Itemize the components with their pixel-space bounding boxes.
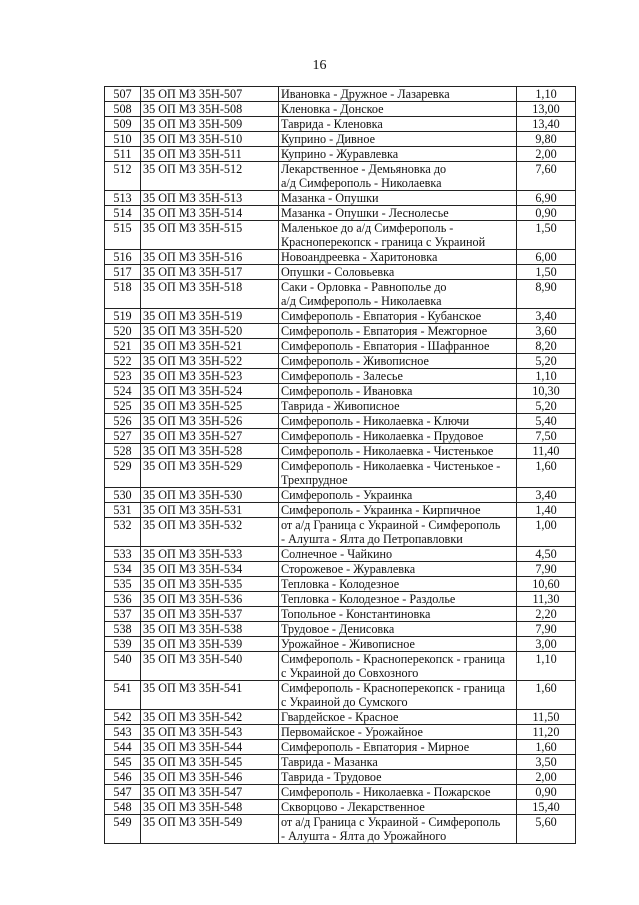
road-name-line: Симферополь - Евпатория - Шафранное bbox=[281, 339, 490, 353]
row-number-cell: 515 bbox=[105, 221, 141, 250]
row-number-cell: 508 bbox=[105, 102, 141, 117]
road-length-cell: 1,50 bbox=[517, 265, 576, 280]
row-number-cell: 529 bbox=[105, 459, 141, 488]
row-number-cell: 536 bbox=[105, 592, 141, 607]
row-number-cell: 544 bbox=[105, 740, 141, 755]
road-name-cell bbox=[279, 147, 517, 162]
road-code-cell: 35 ОП МЗ 35Н-526 bbox=[141, 414, 279, 429]
table-row bbox=[105, 755, 576, 770]
road-code-cell: 35 ОП МЗ 35Н-546 bbox=[141, 770, 279, 785]
page-number: 16 bbox=[312, 58, 327, 73]
road-name-cell bbox=[279, 102, 517, 117]
row-number-cell: 514 bbox=[105, 206, 141, 221]
road-name-line: Симферополь - Евпатория - Кубанское bbox=[281, 309, 482, 323]
table-row bbox=[105, 592, 576, 607]
road-name-line: Топольное - Константиновка bbox=[281, 607, 431, 621]
table-row bbox=[105, 681, 576, 710]
road-name-line: Лекарственное - Демьяновка до bbox=[281, 162, 447, 176]
road-name-cell bbox=[279, 384, 517, 399]
road-name-line: Кленовка - Донское bbox=[281, 102, 384, 116]
road-code-cell: 35 ОП МЗ 35Н-520 bbox=[141, 324, 279, 339]
road-length-cell: 7,60 bbox=[517, 162, 576, 191]
road-length-cell: 0,90 bbox=[517, 206, 576, 221]
road-name-cell bbox=[279, 652, 517, 681]
road-name-cell bbox=[279, 117, 517, 132]
road-length-cell: 7,50 bbox=[517, 429, 576, 444]
road-name-line: Симферополь - Николаевка - Ключи bbox=[281, 414, 470, 428]
table-row bbox=[105, 637, 576, 652]
row-number-cell: 545 bbox=[105, 755, 141, 770]
road-code-cell: 35 ОП МЗ 35Н-533 bbox=[141, 547, 279, 562]
road-code-cell: 35 ОП МЗ 35Н-545 bbox=[141, 755, 279, 770]
road-name-line: Новоандреевка - Харитоновка bbox=[281, 250, 438, 264]
table-row bbox=[105, 399, 576, 414]
road-code-cell: 35 ОП МЗ 35Н-523 bbox=[141, 369, 279, 384]
road-name-cell bbox=[279, 162, 517, 191]
row-number-cell: 512 bbox=[105, 162, 141, 191]
table-row bbox=[105, 414, 576, 429]
road-length-cell: 3,40 bbox=[517, 309, 576, 324]
road-name-line: Ивановка - Дружное - Лазаревка bbox=[281, 87, 450, 101]
road-length-cell: 5,20 bbox=[517, 354, 576, 369]
road-name-line: Трехпрудное bbox=[281, 473, 348, 487]
road-length-cell: 8,90 bbox=[517, 280, 576, 309]
row-number-cell: 549 bbox=[105, 815, 141, 844]
road-length-cell: 5,40 bbox=[517, 414, 576, 429]
road-name-cell bbox=[279, 503, 517, 518]
table-row bbox=[105, 577, 576, 592]
road-code-cell: 35 ОП МЗ 35Н-525 bbox=[141, 399, 279, 414]
road-name-cell bbox=[279, 518, 517, 547]
road-name-line: Гвардейское - Красное bbox=[281, 710, 399, 724]
road-name-line: Таврида - Живописное bbox=[281, 399, 400, 413]
road-name-line: Мазанка - Опушки bbox=[281, 191, 379, 205]
table-row bbox=[105, 280, 576, 309]
row-number-cell: 530 bbox=[105, 488, 141, 503]
road-name-line: Симферополь - Живописное bbox=[281, 354, 429, 368]
road-length-cell: 8,20 bbox=[517, 339, 576, 354]
road-length-cell: 3,40 bbox=[517, 488, 576, 503]
row-number-cell: 525 bbox=[105, 399, 141, 414]
road-name-line: Опушки - Соловьевка bbox=[281, 265, 395, 279]
row-number-cell: 533 bbox=[105, 547, 141, 562]
road-name-cell bbox=[279, 309, 517, 324]
road-name-line: Тепловка - Колодезное bbox=[281, 577, 400, 591]
road-code-cell: 35 ОП МЗ 35Н-514 bbox=[141, 206, 279, 221]
road-name-line: - Алушта - Ялта до Урожайного bbox=[281, 829, 447, 843]
road-name-cell bbox=[279, 755, 517, 770]
row-number-cell: 523 bbox=[105, 369, 141, 384]
road-length-cell: 2,00 bbox=[517, 147, 576, 162]
road-name-line: Куприно - Журавлевка bbox=[281, 147, 399, 161]
table-row bbox=[105, 369, 576, 384]
row-number-cell: 542 bbox=[105, 710, 141, 725]
road-name-cell bbox=[279, 577, 517, 592]
road-length-cell: 1,40 bbox=[517, 503, 576, 518]
road-name-cell bbox=[279, 221, 517, 250]
road-length-cell: 10,30 bbox=[517, 384, 576, 399]
table-row bbox=[105, 339, 576, 354]
row-number-cell: 520 bbox=[105, 324, 141, 339]
roads-table bbox=[104, 86, 576, 844]
road-code-cell: 35 ОП МЗ 35Н-510 bbox=[141, 132, 279, 147]
road-length-cell: 11,30 bbox=[517, 592, 576, 607]
table-row bbox=[105, 518, 576, 547]
road-name-line: Симферополь - Ивановка bbox=[281, 384, 413, 398]
table-row bbox=[105, 384, 576, 399]
road-name-line: с Украиной до Совхозного bbox=[281, 666, 419, 680]
road-length-cell: 2,20 bbox=[517, 607, 576, 622]
road-name-line: Симферополь - Украинка bbox=[281, 488, 413, 502]
road-length-cell: 4,50 bbox=[517, 547, 576, 562]
road-length-cell: 7,90 bbox=[517, 562, 576, 577]
table-row bbox=[105, 815, 576, 844]
road-name-cell bbox=[279, 725, 517, 740]
road-name-line: Симферополь - Украинка - Кирпичное bbox=[281, 503, 481, 517]
table-row bbox=[105, 547, 576, 562]
road-name-cell bbox=[279, 815, 517, 844]
table-row bbox=[105, 785, 576, 800]
road-code-cell: 35 ОП МЗ 35Н-535 bbox=[141, 577, 279, 592]
row-number-cell: 540 bbox=[105, 652, 141, 681]
road-length-cell: 1,60 bbox=[517, 459, 576, 488]
row-number-cell: 511 bbox=[105, 147, 141, 162]
road-length-cell: 2,00 bbox=[517, 770, 576, 785]
table-row bbox=[105, 503, 576, 518]
table-row bbox=[105, 147, 576, 162]
row-number-cell: 513 bbox=[105, 191, 141, 206]
road-name-cell bbox=[279, 339, 517, 354]
table-row bbox=[105, 607, 576, 622]
road-name-line: Первомайское - Урожайное bbox=[281, 725, 423, 739]
row-number-cell: 548 bbox=[105, 800, 141, 815]
road-length-cell: 3,00 bbox=[517, 637, 576, 652]
road-name-cell bbox=[279, 681, 517, 710]
road-name-cell bbox=[279, 710, 517, 725]
road-name-line: Трудовое - Денисовка bbox=[281, 622, 395, 636]
table-row bbox=[105, 87, 576, 102]
road-code-cell: 35 ОП МЗ 35Н-511 bbox=[141, 147, 279, 162]
road-name-cell bbox=[279, 785, 517, 800]
row-number-cell: 518 bbox=[105, 280, 141, 309]
table-row bbox=[105, 265, 576, 280]
row-number-cell: 516 bbox=[105, 250, 141, 265]
road-name-line: с Украиной до Сумского bbox=[281, 695, 408, 709]
road-length-cell: 11,20 bbox=[517, 725, 576, 740]
road-code-cell: 35 ОП МЗ 35Н-537 bbox=[141, 607, 279, 622]
row-number-cell: 521 bbox=[105, 339, 141, 354]
road-name-line: Таврида - Трудовое bbox=[281, 770, 382, 784]
table-row bbox=[105, 324, 576, 339]
road-name-line: Симферополь - Красноперекопск - граница bbox=[281, 681, 506, 695]
road-name-line: Тепловка - Колодезное - Раздолье bbox=[281, 592, 456, 606]
road-name-line: Симферополь - Николаевка - Прудовое bbox=[281, 429, 484, 443]
table-row bbox=[105, 710, 576, 725]
table-row bbox=[105, 250, 576, 265]
road-length-cell: 6,00 bbox=[517, 250, 576, 265]
road-name-line: Маленькое до а/д Симферополь - bbox=[281, 221, 454, 235]
row-number-cell: 528 bbox=[105, 444, 141, 459]
row-number-cell: 509 bbox=[105, 117, 141, 132]
row-number-cell: 547 bbox=[105, 785, 141, 800]
road-length-cell: 1,10 bbox=[517, 369, 576, 384]
road-length-cell: 1,50 bbox=[517, 221, 576, 250]
road-code-cell: 35 ОП МЗ 35Н-530 bbox=[141, 488, 279, 503]
table-row bbox=[105, 162, 576, 191]
road-length-cell: 13,00 bbox=[517, 102, 576, 117]
road-code-cell: 35 ОП МЗ 35Н-516 bbox=[141, 250, 279, 265]
road-name-line: Симферополь - Николаевка - Пожарское bbox=[281, 785, 491, 799]
road-code-cell: 35 ОП МЗ 35Н-542 bbox=[141, 710, 279, 725]
road-length-cell: 11,40 bbox=[517, 444, 576, 459]
road-code-cell: 35 ОП МЗ 35Н-527 bbox=[141, 429, 279, 444]
row-number-cell: 524 bbox=[105, 384, 141, 399]
road-name-cell bbox=[279, 562, 517, 577]
road-name-line: Симферополь - Николаевка - Чистенькое - bbox=[281, 459, 501, 473]
road-length-cell: 5,60 bbox=[517, 815, 576, 844]
table-row bbox=[105, 740, 576, 755]
road-code-cell: 35 ОП МЗ 35Н-522 bbox=[141, 354, 279, 369]
road-code-cell: 35 ОП МЗ 35Н-528 bbox=[141, 444, 279, 459]
road-name-line: Саки - Орловка - Равнополье до bbox=[281, 280, 447, 294]
road-length-cell: 1,10 bbox=[517, 652, 576, 681]
row-number-cell: 517 bbox=[105, 265, 141, 280]
road-code-cell: 35 ОП МЗ 35Н-540 bbox=[141, 652, 279, 681]
row-number-cell: 534 bbox=[105, 562, 141, 577]
table-row bbox=[105, 800, 576, 815]
table-row bbox=[105, 221, 576, 250]
road-name-line: - Алушта - Ялта до Петропавловки bbox=[281, 532, 463, 546]
road-code-cell: 35 ОП МЗ 35Н-547 bbox=[141, 785, 279, 800]
road-name-cell bbox=[279, 488, 517, 503]
road-code-cell: 35 ОП МЗ 35Н-518 bbox=[141, 280, 279, 309]
road-name-cell bbox=[279, 250, 517, 265]
road-name-cell bbox=[279, 132, 517, 147]
road-name-line: а/д Симферополь - Николаевка bbox=[281, 294, 442, 308]
road-name-cell bbox=[279, 459, 517, 488]
road-name-cell bbox=[279, 324, 517, 339]
road-name-cell bbox=[279, 206, 517, 221]
road-name-cell bbox=[279, 369, 517, 384]
road-name-cell bbox=[279, 429, 517, 444]
road-name-cell bbox=[279, 740, 517, 755]
road-code-cell: 35 ОП МЗ 35Н-549 bbox=[141, 815, 279, 844]
road-name-cell bbox=[279, 592, 517, 607]
road-name-cell bbox=[279, 637, 517, 652]
table-row bbox=[105, 459, 576, 488]
row-number-cell: 541 bbox=[105, 681, 141, 710]
road-code-cell: 35 ОП МЗ 35Н-524 bbox=[141, 384, 279, 399]
table-row bbox=[105, 102, 576, 117]
road-length-cell: 9,80 bbox=[517, 132, 576, 147]
road-name-line: Симферополь - Евпатория - Мирное bbox=[281, 740, 470, 754]
road-name-line: Симферополь - Залесье bbox=[281, 369, 403, 383]
road-length-cell: 1,60 bbox=[517, 681, 576, 710]
road-name-line: от а/д Граница с Украиной - Симферополь bbox=[281, 815, 501, 829]
road-name-line: Таврида - Мазанка bbox=[281, 755, 378, 769]
road-length-cell: 7,90 bbox=[517, 622, 576, 637]
row-number-cell: 538 bbox=[105, 622, 141, 637]
road-name-cell bbox=[279, 770, 517, 785]
road-name-cell bbox=[279, 87, 517, 102]
row-number-cell: 539 bbox=[105, 637, 141, 652]
road-name-line: Симферополь - Евпатория - Межгорное bbox=[281, 324, 488, 338]
road-length-cell: 11,50 bbox=[517, 710, 576, 725]
road-code-cell: 35 ОП МЗ 35Н-544 bbox=[141, 740, 279, 755]
road-length-cell: 10,60 bbox=[517, 577, 576, 592]
road-name-cell bbox=[279, 191, 517, 206]
row-number-cell: 537 bbox=[105, 607, 141, 622]
road-name-cell bbox=[279, 265, 517, 280]
road-name-line: Урожайное - Живописное bbox=[281, 637, 415, 651]
row-number-cell: 535 bbox=[105, 577, 141, 592]
table-row bbox=[105, 652, 576, 681]
road-name-line: Сторожевое - Журавлевка bbox=[281, 562, 416, 576]
table-row bbox=[105, 429, 576, 444]
road-code-cell: 35 ОП МЗ 35Н-548 bbox=[141, 800, 279, 815]
table-row bbox=[105, 622, 576, 637]
road-code-cell: 35 ОП МЗ 35Н-531 bbox=[141, 503, 279, 518]
roads-table-body bbox=[105, 87, 576, 844]
road-code-cell: 35 ОП МЗ 35Н-521 bbox=[141, 339, 279, 354]
table-row bbox=[105, 444, 576, 459]
road-code-cell: 35 ОП МЗ 35Н-541 bbox=[141, 681, 279, 710]
road-name-line: Солнечное - Чайкино bbox=[281, 547, 393, 561]
road-code-cell: 35 ОП МЗ 35Н-515 bbox=[141, 221, 279, 250]
road-length-cell: 0,90 bbox=[517, 785, 576, 800]
road-code-cell: 35 ОП МЗ 35Н-507 bbox=[141, 87, 279, 102]
road-code-cell: 35 ОП МЗ 35Н-532 bbox=[141, 518, 279, 547]
table-row bbox=[105, 488, 576, 503]
road-name-cell bbox=[279, 622, 517, 637]
road-name-line: Красноперекопск - граница с Украиной bbox=[281, 235, 486, 249]
row-number-cell: 510 bbox=[105, 132, 141, 147]
road-name-cell bbox=[279, 800, 517, 815]
road-name-cell bbox=[279, 414, 517, 429]
road-name-line: Симферополь - Николаевка - Чистенькое bbox=[281, 444, 494, 458]
row-number-cell: 532 bbox=[105, 518, 141, 547]
table-row bbox=[105, 562, 576, 577]
road-name-cell bbox=[279, 444, 517, 459]
row-number-cell: 527 bbox=[105, 429, 141, 444]
road-length-cell: 1,10 bbox=[517, 87, 576, 102]
table-row bbox=[105, 354, 576, 369]
table-row bbox=[105, 309, 576, 324]
table-row bbox=[105, 770, 576, 785]
road-code-cell: 35 ОП МЗ 35Н-513 bbox=[141, 191, 279, 206]
road-code-cell: 35 ОП МЗ 35Н-517 bbox=[141, 265, 279, 280]
row-number-cell: 546 bbox=[105, 770, 141, 785]
road-name-cell bbox=[279, 547, 517, 562]
row-number-cell: 519 bbox=[105, 309, 141, 324]
road-name-line: Скворцово - Лекарственное bbox=[281, 800, 425, 814]
row-number-cell: 522 bbox=[105, 354, 141, 369]
road-name-line: а/д Симферополь - Николаевка bbox=[281, 176, 442, 190]
road-length-cell: 1,00 bbox=[517, 518, 576, 547]
road-code-cell: 35 ОП МЗ 35Н-509 bbox=[141, 117, 279, 132]
road-name-line: Куприно - Дивное bbox=[281, 132, 375, 146]
row-number-cell: 543 bbox=[105, 725, 141, 740]
road-name-cell bbox=[279, 280, 517, 309]
road-length-cell: 3,50 bbox=[517, 755, 576, 770]
row-number-cell: 531 bbox=[105, 503, 141, 518]
road-name-cell bbox=[279, 354, 517, 369]
road-code-cell: 35 ОП МЗ 35Н-534 bbox=[141, 562, 279, 577]
table-row bbox=[105, 191, 576, 206]
road-name-cell bbox=[279, 399, 517, 414]
road-length-cell: 6,90 bbox=[517, 191, 576, 206]
road-code-cell: 35 ОП МЗ 35Н-543 bbox=[141, 725, 279, 740]
road-name-line: от а/д Граница с Украиной - Симферополь bbox=[281, 518, 501, 532]
road-name-cell bbox=[279, 607, 517, 622]
road-code-cell: 35 ОП МЗ 35Н-508 bbox=[141, 102, 279, 117]
road-code-cell: 35 ОП МЗ 35Н-519 bbox=[141, 309, 279, 324]
road-length-cell: 1,60 bbox=[517, 740, 576, 755]
road-length-cell: 13,40 bbox=[517, 117, 576, 132]
road-code-cell: 35 ОП МЗ 35Н-512 bbox=[141, 162, 279, 191]
road-name-line: Симферополь - Красноперекопск - граница bbox=[281, 652, 506, 666]
road-length-cell: 5,20 bbox=[517, 399, 576, 414]
row-number-cell: 507 bbox=[105, 87, 141, 102]
row-number-cell: 526 bbox=[105, 414, 141, 429]
road-code-cell: 35 ОП МЗ 35Н-539 bbox=[141, 637, 279, 652]
road-code-cell: 35 ОП МЗ 35Н-536 bbox=[141, 592, 279, 607]
table-row bbox=[105, 117, 576, 132]
table-row bbox=[105, 206, 576, 221]
table-row bbox=[105, 132, 576, 147]
road-length-cell: 3,60 bbox=[517, 324, 576, 339]
table-row bbox=[105, 725, 576, 740]
road-length-cell: 15,40 bbox=[517, 800, 576, 815]
road-name-line: Таврида - Кленовка bbox=[281, 117, 383, 131]
road-code-cell: 35 ОП МЗ 35Н-529 bbox=[141, 459, 279, 488]
road-name-line: Мазанка - Опушки - Леснолесье bbox=[281, 206, 449, 220]
road-code-cell: 35 ОП МЗ 35Н-538 bbox=[141, 622, 279, 637]
